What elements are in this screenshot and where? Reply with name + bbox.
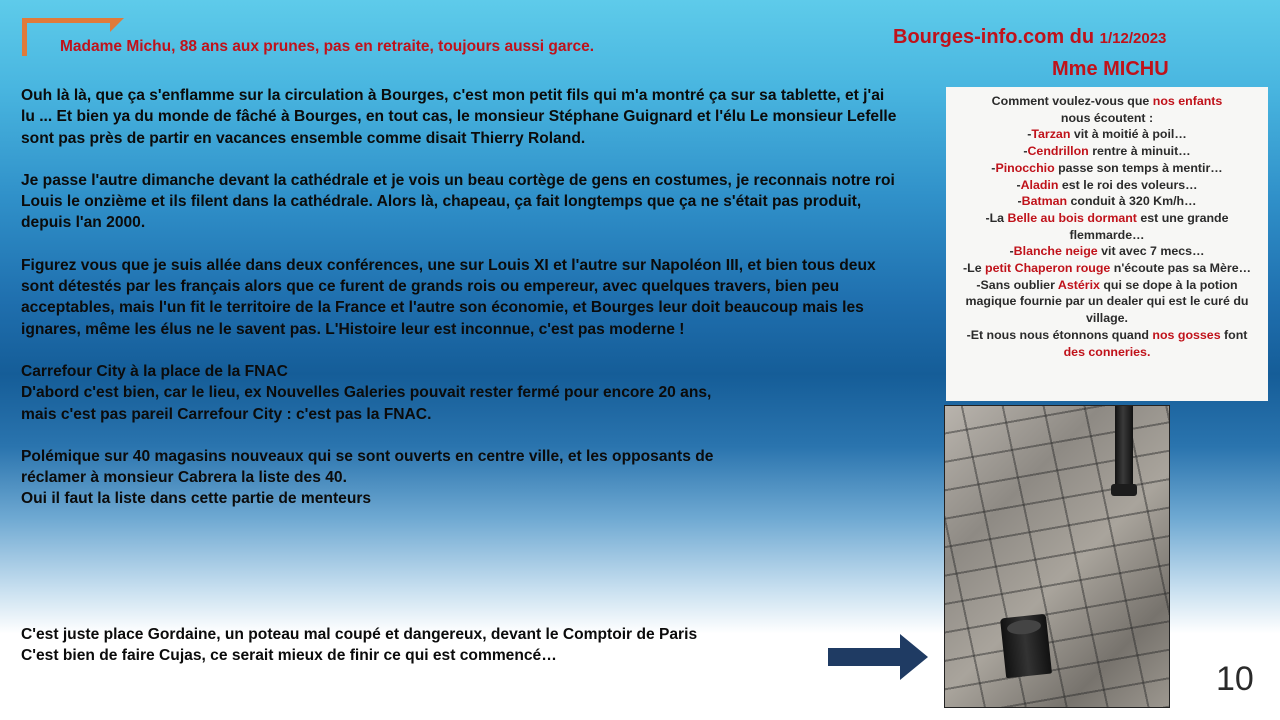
joke-line: -Pinocchio passe son temps à mentir… (991, 160, 1223, 175)
shops-line-1: Polémique sur 40 magasins nouveaux qui se sont ouverts en centre ville, et les opposants de (21, 447, 714, 465)
shops-line-3: Oui il faut la liste dans cette partie de menteurs (21, 490, 372, 508)
slide-date: 1/12/2023 (1099, 30, 1167, 47)
paragraph-cathedral: Je passe l'autre dimanche devant la cathédrale et je vois un beau cortège de gens en costumes, je reconnais notre roi Louis le onzième et ils filent dans la cathédrale. Alors là, chapeau, ça fait longtemps que ça ne s'était pas produit, depuis l'an 2000. (21, 171, 895, 232)
street-pole-photo (944, 405, 1170, 708)
pole-shape (1115, 405, 1133, 492)
joke-line: -Tarzan vit à moitié à poil… (1027, 127, 1187, 142)
site-name: Bourges-info.com du (893, 26, 1095, 48)
page-number: 10 (1216, 660, 1254, 698)
paragraph-fnac (21, 361, 901, 425)
fnac-line-2: mais c'est pas pareil Carrefour City : c'est pas la FNAC. (21, 405, 432, 423)
slide-subtitle: Madame Michu, 88 ans aux prunes, pas en retraite, toujours aussi garce. (60, 38, 595, 55)
fnac-title: Carrefour City à la place de la FNAC (21, 362, 288, 380)
bottom-line-2: C'est bien de faire Cujas, ce serait mieux de finir ce qui est commencé… (21, 647, 557, 665)
joke-line: -La Belle au bois dormant est une grande flemmarde… (985, 210, 1229, 242)
joke-line: -Blanche neige vit avec 7 mecs… (1009, 244, 1205, 259)
site-header (893, 26, 1166, 49)
joke-line: -Et nous nous étonnons quand nos gosses font des conneries. (966, 327, 1248, 359)
joke-line: -Cendrillon rentre à minuit… (1023, 144, 1191, 159)
paragraph-circulation: Ouh là là, que ça s'enflamme sur la circulation à Bourges, c'est mon petit fils qui m'a montré ça sur sa tablette, et j'ai lu ... Et bien ya du monde de fâché à Bourges, en tout cas, le monsieur Stéphane Guignard et l'élu Le monsieur Lefelle sont pas près de partir en vacances ensemble comme disait Thierry Roland. (21, 87, 897, 147)
joke-intro: Comment voulez-vous que nos enfants nous écoutent : (991, 94, 1223, 125)
pole-base-shape (1111, 484, 1137, 496)
joke-line: -Aladin est le roi des voleurs… (1016, 177, 1198, 192)
paragraph-conferences: Figurez vous que je suis allée dans deux conférences, une sur Louis XI et l'autre sur Napoléon III, et bien tous deux sont détestés par les français alors que ce furent de grands rois ou empereur, avec quelques travers, bien peu acceptables, mais l'un fit le territoire de la France et l'autre son économie, et Bourges leur doit beaucoup mais les ignares, même les élus ne le savent pas. L'Histoire leur est inconnue, c'est pas moderne ! (21, 256, 876, 338)
joke-line: -Sans oublier Astérix qui se dope à la potion magique fournie par un dealer qui est le curé du village. (965, 277, 1249, 326)
paragraph-shops (21, 446, 901, 510)
shops-line-2: réclamer à monsieur Cabrera la liste des 40. (21, 469, 347, 487)
fnac-line-1: D'abord c'est bien, car le lieu, ex Nouvelles Galeries pouvait rester fermé pour encore 20 ans, (21, 384, 712, 402)
joke-line: -Le petit Chaperon rouge n'écoute pas sa Mère… (963, 261, 1251, 276)
article-body (21, 85, 901, 531)
right-arrow-icon (828, 634, 928, 680)
joke-image (946, 87, 1268, 401)
author-name: Mme MICHU (1052, 58, 1169, 80)
bottom-line-1: C'est juste place Gordaine, un poteau mal coupé et dangereux, devant le Comptoir de Paris (21, 626, 698, 643)
joke-line: -Batman conduit à 320 Km/h… (1017, 194, 1197, 209)
cut-pole-stub-shape (1000, 614, 1052, 678)
bottom-paragraph (21, 624, 901, 667)
